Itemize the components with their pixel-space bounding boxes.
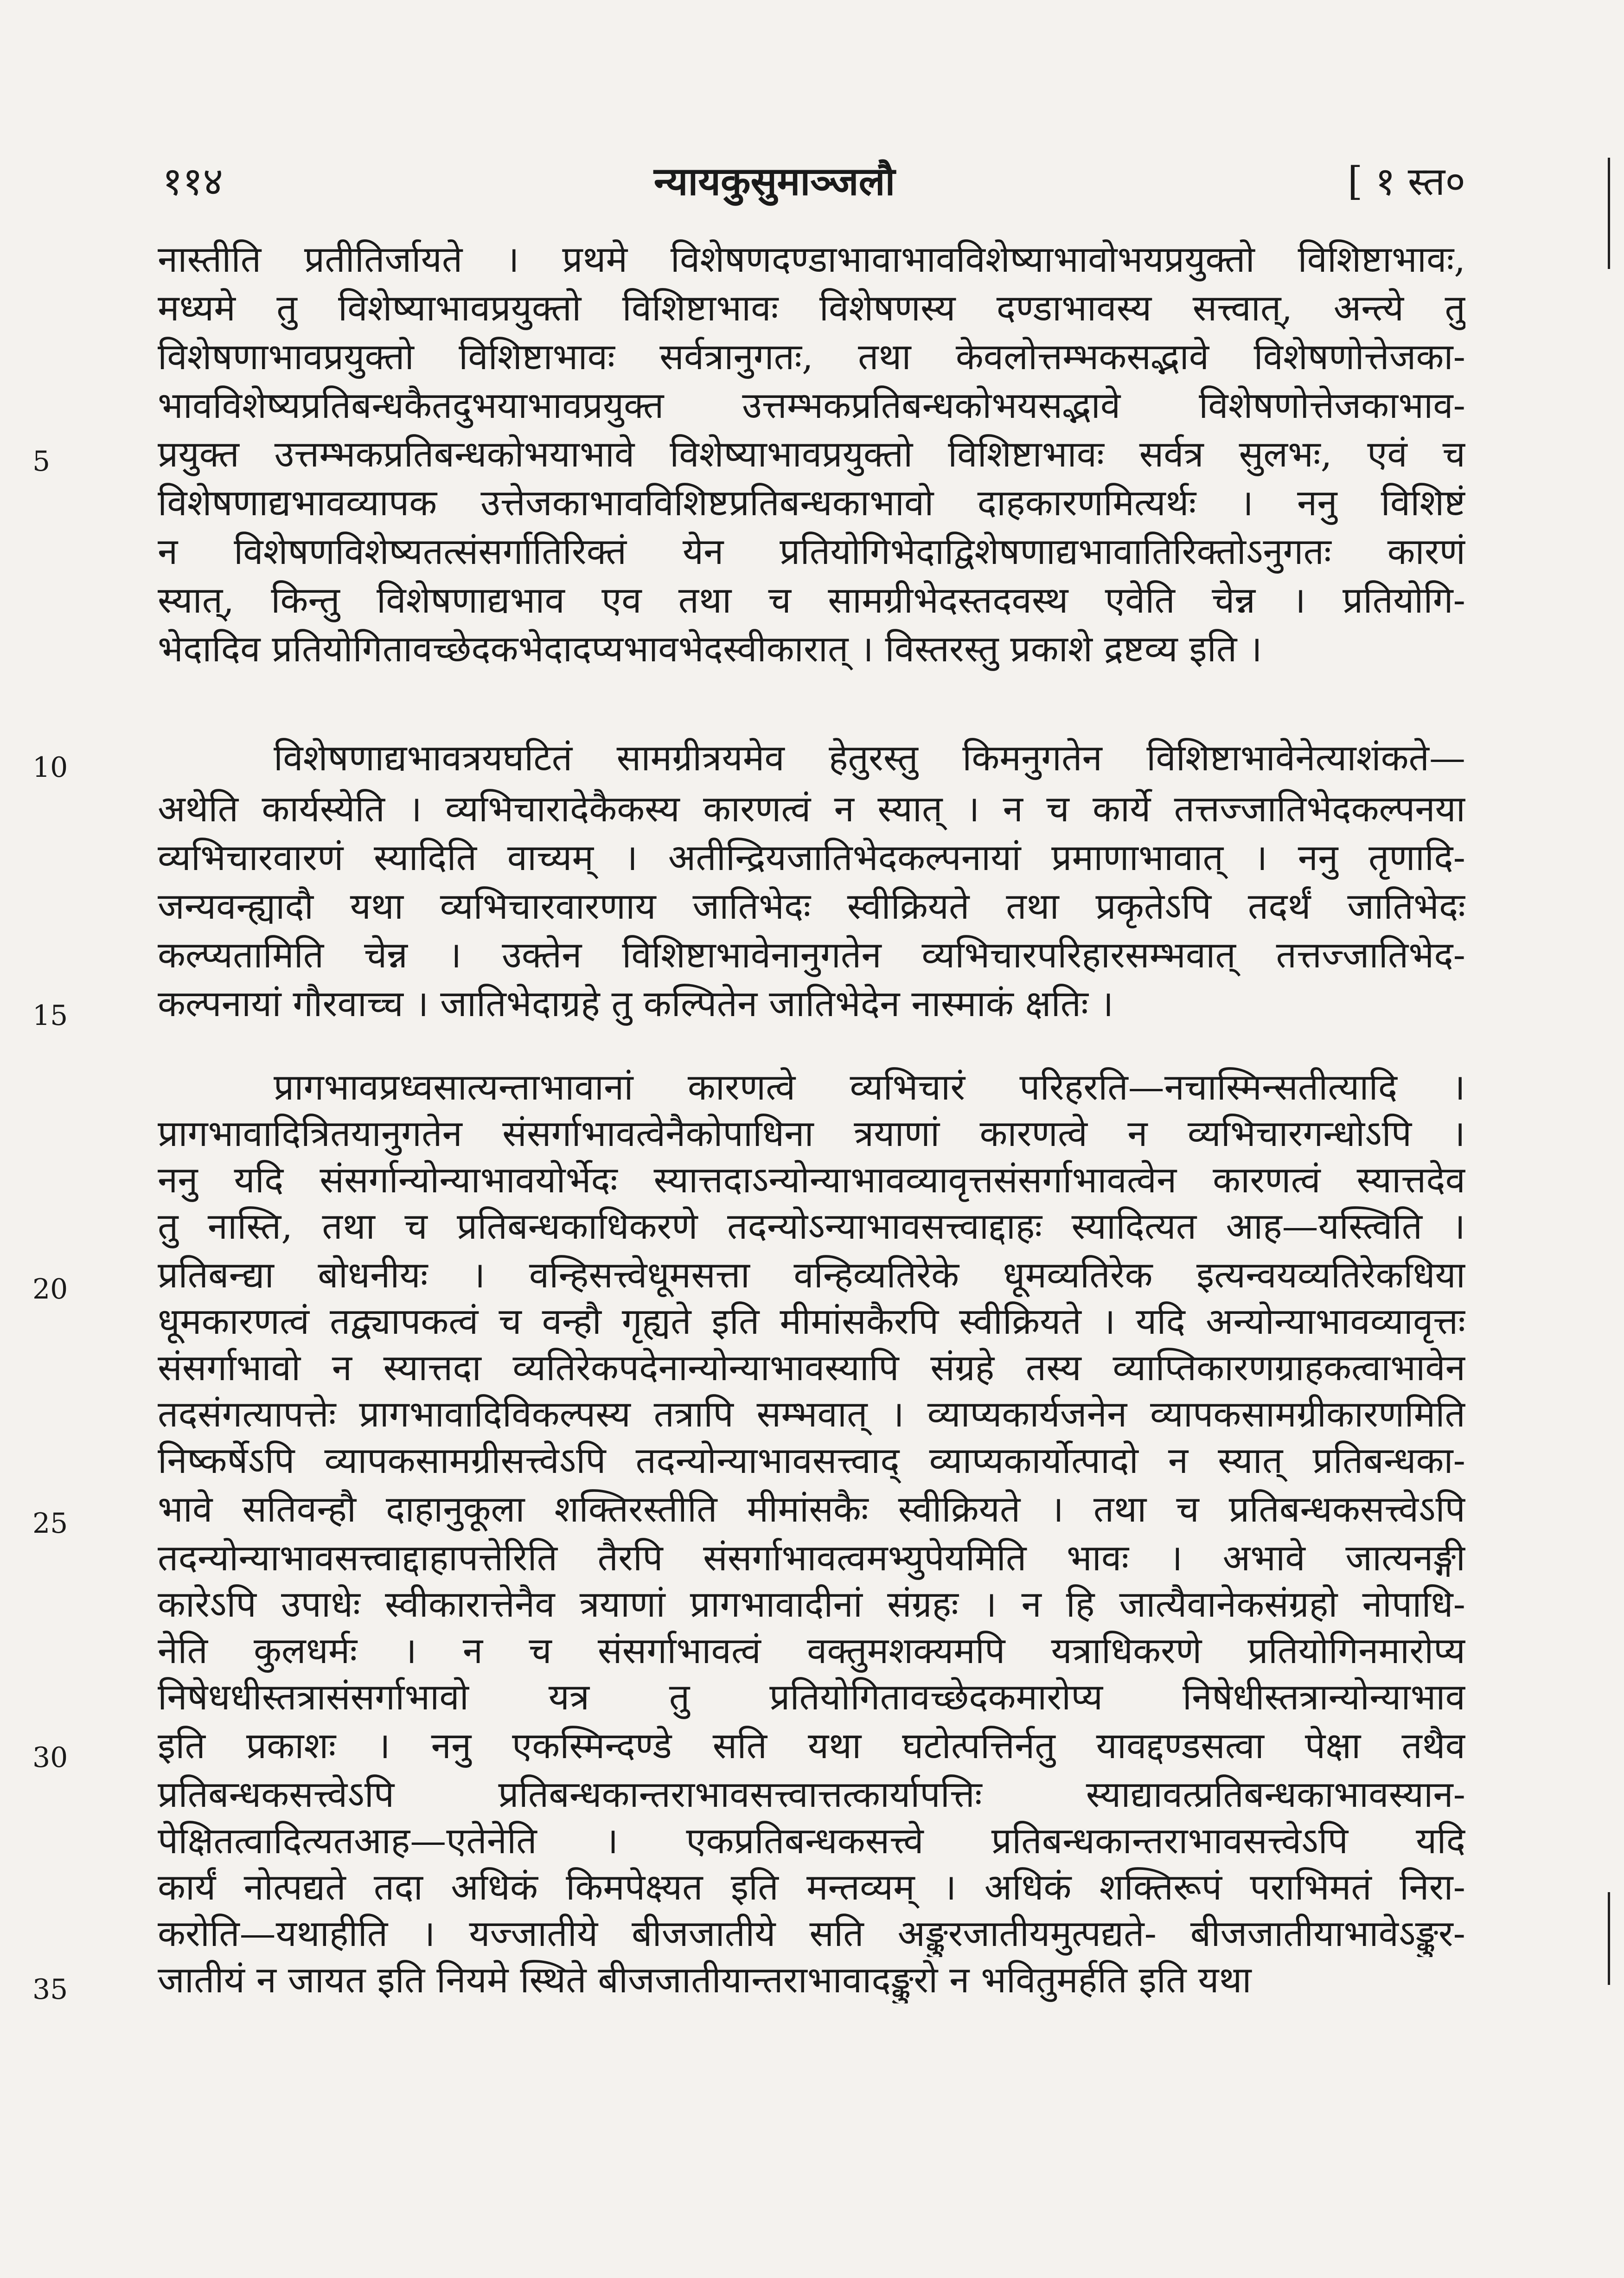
text-line: कल्पनायां गौरवाच्च । जातिभेदाग्रहे तु कल्पितेन जातिभेदेन नास्माकं क्षतिः । xyxy=(158,983,1114,1025)
line-number: 10 xyxy=(32,751,68,784)
text-line: व्यभिचारवारणं स्यादिति वाच्यम् । अतीन्द्रियजातिभेदकल्पनायां प्रमाणाभावात् । ननु तृणादि- xyxy=(158,837,1465,879)
text-line: भावे सतिवन्हौ दाहानुकूला शक्तिरस्तीति मीमांसकैः स्वीक्रियते । तथा च प्रतिबन्धकसत्त्वेऽपि xyxy=(158,1489,1465,1530)
text-line: भेदादिव प्रतियोगितावच्छेदकभेदादप्यभावभेदस्वीकारात् । विस्तरस्तु प्रकाशे द्रष्टव्य इति । xyxy=(158,628,1262,670)
page-header xyxy=(153,153,1465,209)
text-line: विशेषणाद्यभावत्रयघटितं सामग्रीत्रयमेव हेतुरस्तु किमनुगतेन विशिष्टाभावेनेत्याशंकते— xyxy=(274,737,1465,779)
text-line: प्रयुक्त उत्तम्भकप्रतिबन्धकोभयाभावे विशेष्याभावप्रयुक्तो विशिष्टाभावः सर्वत्र सुलभः, एवं च xyxy=(158,434,1465,475)
text-line: भावविशेष्यप्रतिबन्धकैतदुभयाभावप्रयुक्त उत्तम्भकप्रतिबन्धकोभयसद्भावे विशेषणोत्तेजकाभाव- xyxy=(158,385,1465,427)
text-line: अथेति कार्यस्येति । व्यभिचारादेकैकस्य कारणत्वं न स्यात् । न च कार्ये तत्तज्जातिभेदकल्पनया xyxy=(158,788,1465,830)
text-line: इति प्रकाशः । ननु एकस्मिन्दण्डे सति यथा घटोत्पत्तिर्नतु यावद्दण्डसत्वा पेक्षा तथैव xyxy=(158,1725,1465,1767)
text-line: पेक्षितत्वादित्यतआह—एतेनेति । एकप्रतिबन्धकसत्त्वे प्रतिबन्धकान्तराभावसत्त्वेऽपि यदि xyxy=(158,1820,1465,1862)
scan-edge-mark xyxy=(1608,1892,1610,1985)
line-number: 25 xyxy=(32,1507,68,1540)
page-number: ११४ xyxy=(162,159,224,204)
text-line: तदन्योन्याभावसत्त्वाद्दाहापत्तेरिति तैरपि संसर्गाभावत्वमभ्युपेयमिति भावः । अभावे जात्यनङ्गी xyxy=(158,1537,1465,1579)
text-line: ननु यदि संसर्गान्योन्याभावयोर्भेदः स्यात्तदाऽन्योन्याभावव्यावृत्तसंसर्गाभावत्वेन कारणत्वं स्यात्तदेव xyxy=(158,1159,1465,1201)
section-marker: [ १ स्त० xyxy=(1347,159,1465,204)
text-line: प्रागभावादित्रितयानुगतेन संसर्गाभावत्वेनैकोपाधिना त्रयाणां कारणत्वे न व्यभिचारगन्धोऽपि । xyxy=(158,1113,1465,1155)
text-line: करोति—यथाहीति । यज्जातीये बीजजातीये सति अङ्कुरजातीयमुत्पद्यते- बीजजातीयाभावेऽङ्कुर- xyxy=(158,1913,1465,1955)
line-number: 5 xyxy=(32,445,51,478)
line-number: 35 xyxy=(32,1973,68,2006)
text-line: विशेषणाद्यभावव्यापक उत्तेजकाभावविशिष्टप्रतिबन्धकाभावो दाहकारणमित्यर्थः । ननु विशिष्टं xyxy=(158,482,1465,524)
line-number: 20 xyxy=(32,1273,68,1305)
text-line: विशेषणाभावप्रयुक्तो विशिष्टाभावः सर्वत्रानुगतः, तथा केवलोत्तम्भकसद्भावे विशेषणोत्तेजका- xyxy=(158,336,1465,378)
line-number: 15 xyxy=(32,999,68,1032)
text-line: निषेधधीस्तत्रासंसर्गाभावो यत्र तु प्रतियोगितावच्छेदकमारोप्य निषेधीस्तत्रान्योन्याभाव xyxy=(158,1677,1465,1718)
text-line: कार्यं नोत्पद्यते तदा अधिकं किमपेक्ष्यत इति मन्तव्यम् । अधिकं शक्तिरूपं पराभिमतं निरा- xyxy=(158,1867,1465,1908)
scan-edge-mark xyxy=(1608,158,1610,269)
text-line: स्यात्, किन्तु विशेषणाद्यभाव एव तथा च सामग्रीभेदस्तदवस्थ एवेति चेन्न । प्रतियोगि- xyxy=(158,580,1465,621)
text-line: तु नास्ति, तथा च प्रतिबन्धकाधिकरणे तदन्योऽन्याभावसत्त्वाद्दाहः स्यादित्यत आह—यस्त्विति । xyxy=(158,1206,1465,1248)
text-line: जन्यवन्ह्यादौ यथा व्यभिचारवारणाय जातिभेदः स्वीक्रियते तथा प्रकृतेऽपि तदर्थं जातिभेदः xyxy=(158,886,1465,928)
text-line: नेति कुलधर्मः । न च संसर्गाभावत्वं वक्तुमशक्यमपि यत्राधिकरणे प्रतियोगिनमारोप्य xyxy=(158,1630,1465,1672)
running-title: न्यायकुसुमाञ्जलौ xyxy=(654,158,895,204)
text-line: प्रागभावप्रध्वसात्यन्ताभावानां कारणत्वे व्यभिचारं परिहरति—नचास्मिन्सतीत्यादि । xyxy=(274,1067,1465,1108)
text-line: प्रतिबन्द्या बोधनीयः । वन्हिसत्त्वेधूमसत्ता वन्हिव्यतिरेके धूमव्यतिरेक इत्यन्वयव्यतिरेकधिया xyxy=(158,1254,1465,1296)
text-line: न विशेषणविशेष्यतत्संसर्गातिरिक्तं येन प्रतियोगिभेदाद्विशेषणाद्यभावातिरिक्तोऽनुगतः कारणं xyxy=(158,531,1465,573)
text-line: कल्प्यतामिति चेन्न । उक्तेन विशिष्टाभावेनानुगतेन व्यभिचारपरिहारसम्भवात् तत्तज्जातिभेद- xyxy=(158,934,1465,976)
text-line: नास्तीति प्रतीतिर्जायते । प्रथमे विशेषणदण्डाभावाभावविशेष्याभावोभयप्रयुक्तो विशिष्टाभावः, xyxy=(158,239,1465,281)
text-line: संसर्गाभावो न स्यात्तदा व्यतिरेकपदेनान्योन्याभावस्यापि संग्रहे तस्य व्याप्तिकारणग्राहकत्वाभावेन xyxy=(158,1347,1465,1389)
text-line: निष्कर्षेऽपि व्यापकसामग्रीसत्त्वेऽपि तदन्योन्याभावसत्त्वाद् व्याप्यकार्योत्पादो न स्यात् प्रतिबन्धका- xyxy=(158,1440,1465,1482)
text-line: धूमकारणत्वं तद्व्यापकत्वं च वन्हौ गृह्यते इति मीमांसकैरपि स्वीक्रियते । यदि अन्योन्याभावव्यावृत्तः xyxy=(158,1301,1465,1343)
line-number: 30 xyxy=(32,1741,68,1774)
text-line: जातीयं न जायत इति नियमे स्थिते बीजजातीयान्तराभावादङ्कुरो न भवितुमर्हति इति यथा xyxy=(158,1959,1252,2001)
text-line: तदसंगत्यापत्तेः प्रागभावादिविकल्पस्य तत्रापि सम्भवात् । व्याप्यकार्यजनेन व्यापकसामग्रीकारणमिति xyxy=(158,1394,1465,1435)
text-line: प्रतिबन्धकसत्त्वेऽपि प्रतिबन्धकान्तराभावसत्त्वात्तत्कार्यापत्तिः स्याद्यावत्प्रतिबन्धकाभावस्यान- xyxy=(158,1774,1465,1816)
text-line: कारेऽपि उपाधेः स्वीकारात्तेनैव त्रयाणां प्रागभावादीनां संग्रहः । न हि जात्यैवानेकसंग्रहो नोपाधि- xyxy=(158,1584,1465,1625)
text-line: मध्यमे तु विशेष्याभावप्रयुक्तो विशिष्टाभावः विशेषणस्य दण्डाभावस्य सत्त्वात्, अन्त्ये तु xyxy=(158,288,1465,329)
